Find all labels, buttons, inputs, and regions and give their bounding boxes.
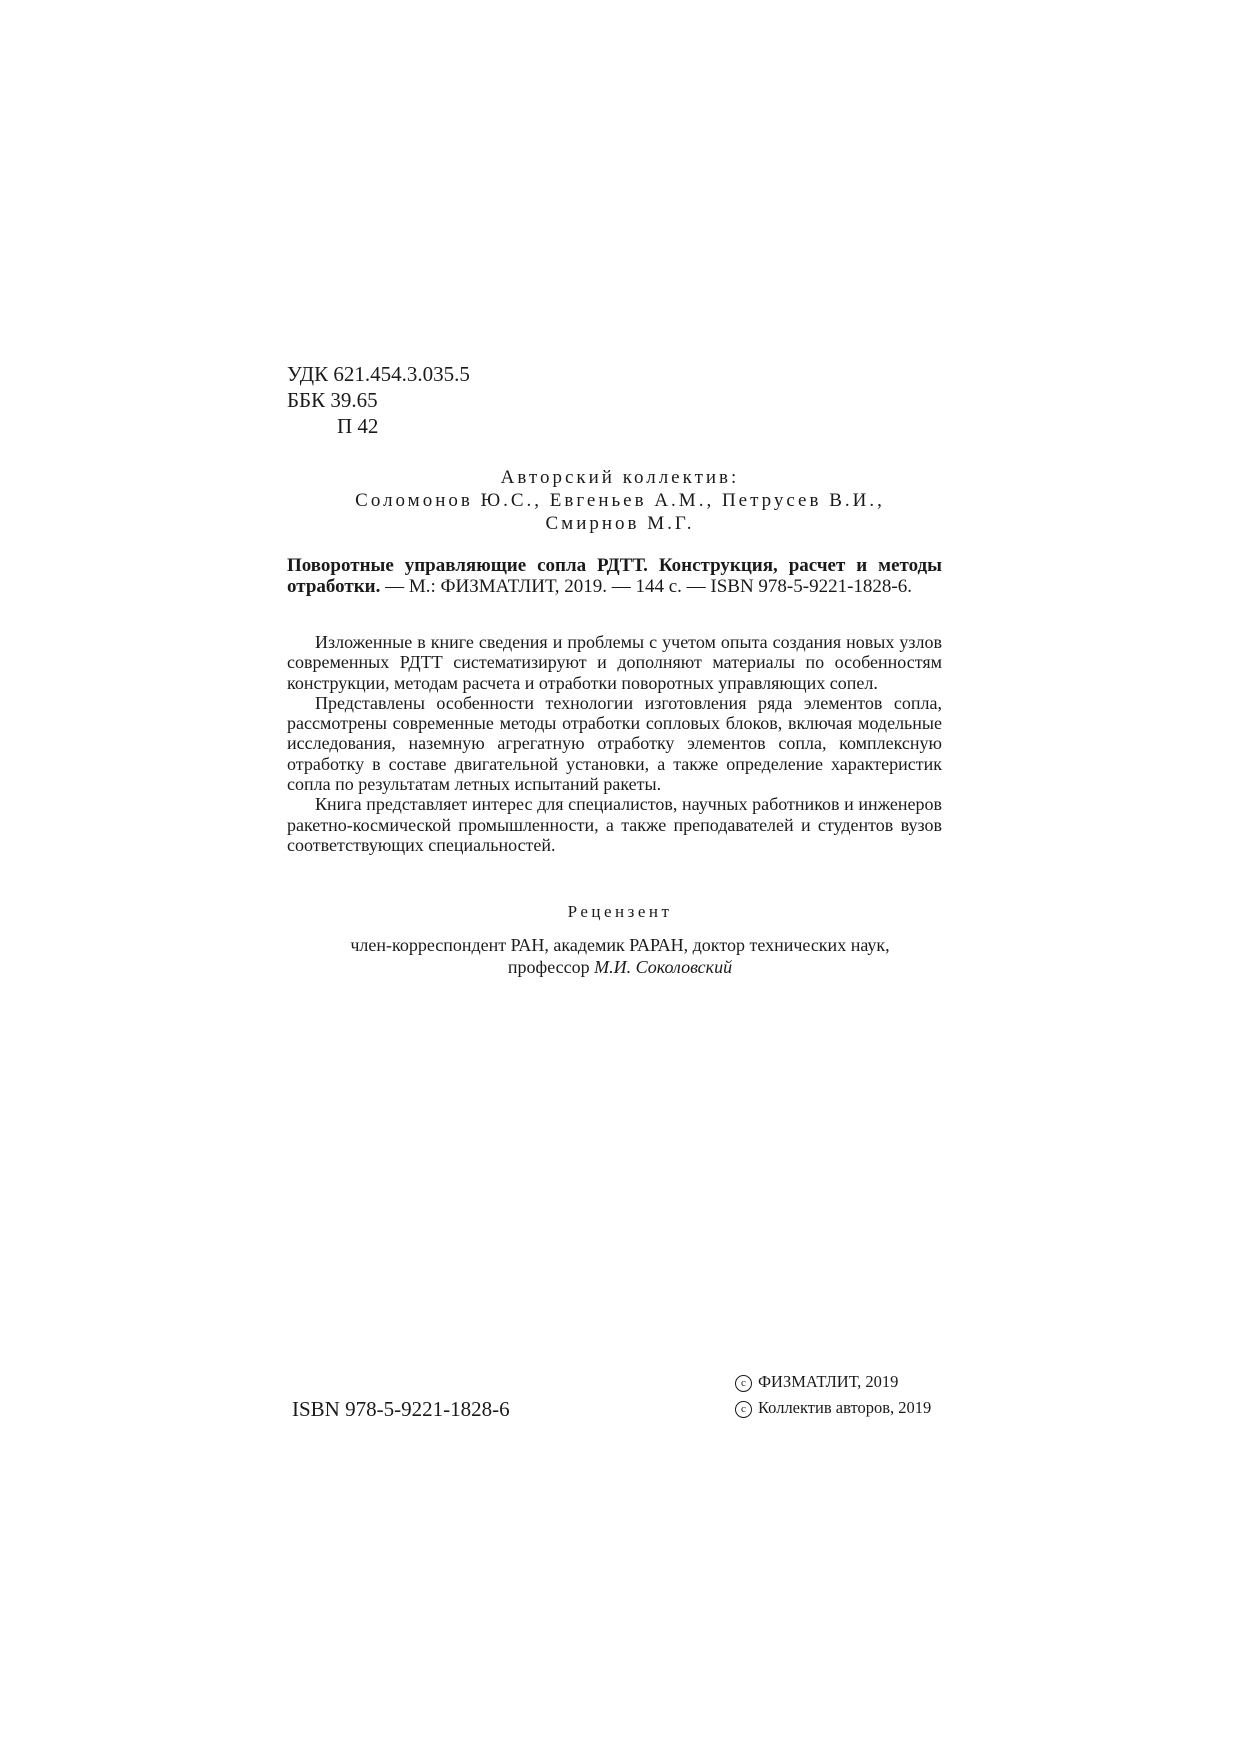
reviewer-heading: Рецензент (567, 902, 673, 921)
reviewer-credentials: член-корреспондент РАН, академик РАРАН, доктор технических наук, (350, 935, 890, 955)
abstract-paragraph-3: Книга представляет интерес для специалистов, научных работников и инженеров ракетно-космической промышленности, а также преподавателей и студентов вузов соответствующих специальностей. (287, 794, 942, 855)
abstract-paragraph-2: Представлены особенности технологии изготовления ряда элементов сопла, рассмотрены современные методы отработки сопловых блоков, включая модельные исследования, наземную агрегатную отработку элементов сопла, комплексную отработку в составе двигательной установки, а также определение характеристик сопла по результатам летных испытаний ракеты. (287, 692, 942, 795)
copyright-publisher (735, 1372, 898, 1392)
bbk-code: ББК 39.65 (287, 388, 378, 412)
copyright-icon: c (735, 1375, 752, 1392)
author-mark: П 42 (337, 414, 379, 438)
copyright-authors (735, 1398, 931, 1418)
bibliographic-record (287, 555, 942, 597)
book-imprint: — М.: ФИЗМАТЛИТ, 2019. — 144 с. — ISBN 978-5-9221-1828-6. (380, 576, 912, 597)
reviewer-name-line (290, 956, 950, 978)
authors-block (290, 466, 950, 535)
udk-code: УДК 621.454.3.035.5 (287, 362, 470, 386)
abstract (287, 632, 942, 855)
reviewer-title: профессор (507, 957, 595, 977)
authors-line-1: Соломонов Ю.С., Евгеньев А.М., Петрусев В.И., (355, 490, 885, 511)
authors-heading: Авторский коллектив: (500, 467, 740, 488)
copyright-authors-text: Коллектив авторов, 2019 (758, 1398, 932, 1417)
reviewer-name: М.И. Соколовский (594, 957, 733, 977)
copyright-icon: c (735, 1401, 752, 1418)
copyright-publisher-text: ФИЗМАТЛИТ, 2019 (758, 1372, 899, 1391)
abstract-paragraph-1: Изложенные в книге сведения и проблемы с учетом опыта создания новых узлов современных РДТТ систематизируют и дополняют материалы по особенностям конструкции, методам расчета и отработки поворотных управляющих сопел. (287, 632, 942, 693)
reviewer-block (290, 934, 950, 978)
isbn-footer: ISBN 978-5-9221-1828-6 (292, 1397, 510, 1421)
book-title: Поворотные управляющие сопла РДТТ. Конструкция, расчет и методы отработки. (287, 555, 942, 597)
authors-line-2: Смирнов М.Г. (545, 513, 695, 534)
